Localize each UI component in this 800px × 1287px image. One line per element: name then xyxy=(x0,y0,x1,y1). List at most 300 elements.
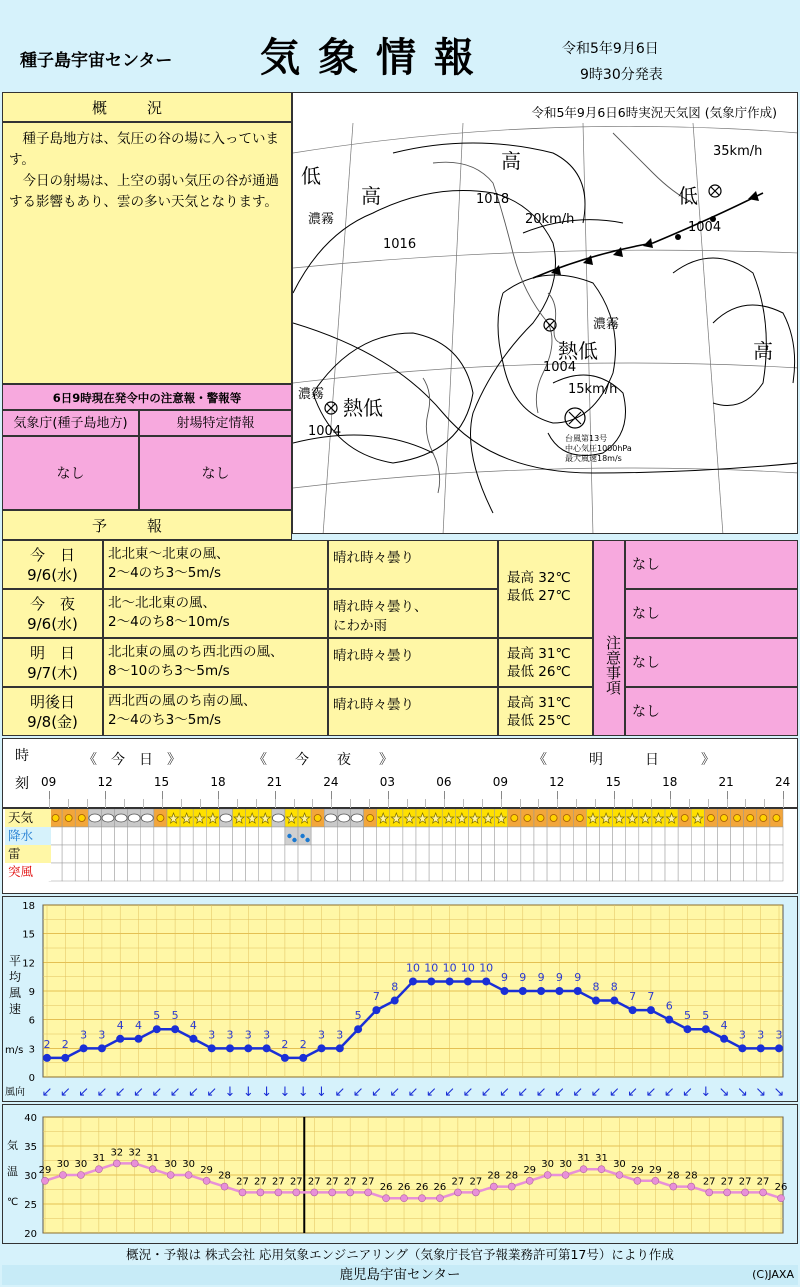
hour-tick-label: 12 xyxy=(549,775,565,789)
timeline-cell xyxy=(691,827,704,845)
hour-tick-label: 06 xyxy=(436,775,452,789)
wind-direction-arrow: ↙ xyxy=(590,1085,602,1100)
timeline-cell xyxy=(259,827,272,845)
forecast-temperature xyxy=(498,687,593,736)
temp-data-label: 27 xyxy=(307,1176,321,1188)
wind-point xyxy=(226,1044,234,1052)
forecast-temp-line: 最高 31℃ xyxy=(507,695,571,711)
temp-data-label: 26 xyxy=(774,1182,788,1194)
timeline-cell xyxy=(62,827,75,845)
wind-point xyxy=(116,1035,124,1043)
wind-direction-arrow: ↙ xyxy=(389,1085,401,1100)
rain-drop-icon xyxy=(292,838,296,842)
temp-point xyxy=(418,1195,425,1202)
timeline-cell xyxy=(442,845,455,863)
forecast-period-name: 今 夜 xyxy=(29,595,75,613)
temp-data-label: 27 xyxy=(738,1176,752,1188)
timeline-cell xyxy=(324,863,337,881)
wind-point xyxy=(299,1054,307,1062)
timeline-cell xyxy=(390,863,403,881)
temp-data-label: 30 xyxy=(164,1159,178,1170)
page-title: 気象情報 xyxy=(260,35,492,81)
hour-minor-tick xyxy=(501,799,502,808)
wind-y-label: 速 xyxy=(9,1002,22,1016)
timeline-cell xyxy=(416,827,429,845)
wind-data-label: 5 xyxy=(702,1009,710,1023)
timeline-cell xyxy=(639,845,652,863)
timeline-cell xyxy=(350,845,363,863)
temp-data-label: 29 xyxy=(200,1164,213,1176)
hour-tick-label: 21 xyxy=(718,775,734,789)
timeline-cell xyxy=(246,827,259,845)
timeline-cell xyxy=(141,827,154,845)
timeline-cell xyxy=(717,845,730,863)
temp-data-label: 32 xyxy=(128,1147,142,1159)
wind-data-label: 3 xyxy=(775,1028,783,1042)
wind-data-label: 7 xyxy=(372,990,380,1004)
forecast-wind-line: 北北東の風のち西北西の風、 xyxy=(108,644,284,660)
timeline-cell xyxy=(206,827,219,845)
wind-point xyxy=(482,977,490,985)
launch-warning-value: なし xyxy=(139,436,292,510)
wind-direction-arrow: ↓ xyxy=(316,1085,327,1100)
hour-minor-tick xyxy=(689,799,690,808)
wind-direction-arrow: ↙ xyxy=(334,1085,346,1100)
temp-data-label: 30 xyxy=(559,1159,572,1170)
temp-data-label: 27 xyxy=(289,1176,303,1188)
wind-point xyxy=(610,997,618,1005)
timeline-cell xyxy=(128,827,141,845)
timeline-cell xyxy=(586,827,599,845)
timeline-cell xyxy=(613,827,626,845)
temp-point xyxy=(742,1189,749,1196)
notice-label: 注意事項 xyxy=(593,540,625,736)
sun-icon xyxy=(576,815,583,822)
wind-data-label: 3 xyxy=(208,1028,216,1042)
wind-direction-arrow: ↙ xyxy=(41,1085,53,1100)
timeline-cell xyxy=(613,845,626,863)
wind-data-label: 2 xyxy=(61,1037,69,1051)
timeline-cell xyxy=(482,863,495,881)
timeline-cell xyxy=(75,845,88,863)
timeline-cell xyxy=(508,845,521,863)
wind-data-label: 10 xyxy=(479,961,494,975)
wind-direction-arrow: ↙ xyxy=(169,1085,181,1100)
timeline-cell xyxy=(141,845,154,863)
sun-icon xyxy=(537,815,544,822)
forecast-period-name: 明 日 xyxy=(29,644,75,662)
forecast-temperature xyxy=(498,638,593,687)
map-low-label: 低 xyxy=(678,184,698,208)
wind-data-label: 5 xyxy=(684,1009,691,1023)
timeline-cell xyxy=(128,845,141,863)
timeline-cell xyxy=(482,845,495,863)
temp-data-label: 29 xyxy=(648,1164,662,1176)
time-label: 時 xyxy=(15,748,29,764)
wind-point xyxy=(574,987,582,995)
timeline-header xyxy=(2,738,798,808)
temp-data-label: 26 xyxy=(433,1182,447,1194)
wind-direction-arrow: ↙ xyxy=(407,1085,419,1100)
timeline-cell xyxy=(600,827,613,845)
forecast-temp-line: 最低 26℃ xyxy=(507,664,571,680)
hour-minor-tick xyxy=(369,799,370,808)
temp-point xyxy=(508,1183,515,1190)
temp-point xyxy=(42,1177,49,1184)
wind-point xyxy=(702,1025,710,1033)
wind-data-label: 4 xyxy=(189,1018,197,1032)
sun-icon xyxy=(550,815,557,822)
forecast-wind-line: 8～10のち3～5m/s xyxy=(108,663,230,679)
hour-minor-tick xyxy=(783,799,784,808)
timeline-cell xyxy=(757,845,770,863)
hour-minor-tick xyxy=(407,799,408,808)
timeline-cell xyxy=(403,863,416,881)
wind-direction-arrow: ↓ xyxy=(261,1085,273,1100)
hour-minor-tick xyxy=(68,799,69,808)
timeline-cell xyxy=(167,827,180,845)
hour-minor-tick xyxy=(331,799,332,808)
map-pressure-value: 1004 xyxy=(688,220,722,235)
wind-data-label: 9 xyxy=(555,971,563,984)
wind-data-label: 4 xyxy=(720,1018,728,1032)
wind-point xyxy=(665,1016,673,1024)
map-pressure-value: 1004 xyxy=(308,424,342,439)
timeline-cell xyxy=(639,863,652,881)
temp-point xyxy=(365,1189,372,1196)
timeline-cell xyxy=(337,827,350,845)
temp-data-label: 27 xyxy=(236,1176,249,1188)
hour-minor-tick xyxy=(181,799,182,808)
wind-point xyxy=(720,1035,728,1043)
timeline-cell xyxy=(600,863,613,881)
timeline-cell xyxy=(626,845,639,863)
temp-data-label: 27 xyxy=(271,1176,285,1188)
timeline-cell xyxy=(62,863,75,881)
timeline-cell xyxy=(731,863,744,881)
hour-minor-tick xyxy=(444,799,445,808)
hour-minor-tick xyxy=(520,799,521,808)
temp-point xyxy=(670,1183,677,1190)
hour-tick-label: 12 xyxy=(97,775,113,789)
timeline-cell xyxy=(246,845,259,863)
temp-point xyxy=(436,1195,443,1202)
timeline-cell xyxy=(560,863,573,881)
temp-point xyxy=(113,1160,120,1167)
forecast-wind xyxy=(103,687,328,736)
wind-point xyxy=(43,1054,51,1062)
timeline-cell xyxy=(586,863,599,881)
rain-drop-icon xyxy=(287,834,291,838)
timeline-cell xyxy=(350,827,363,845)
timeline-cell xyxy=(626,863,639,881)
temp-y-tick: 35 xyxy=(24,1142,37,1153)
wind-point xyxy=(263,1044,271,1052)
timeline-cell xyxy=(468,827,481,845)
temp-point xyxy=(580,1166,587,1173)
rain-drop-icon xyxy=(300,834,304,838)
timeline-cell xyxy=(219,827,232,845)
hour-minor-tick xyxy=(595,799,596,808)
temp-point xyxy=(634,1177,641,1184)
wind-data-label: 5 xyxy=(171,1009,179,1023)
wind-point xyxy=(153,1025,161,1033)
wind-data-label: 4 xyxy=(116,1018,124,1032)
wind-direction-arrow: ↙ xyxy=(499,1085,510,1100)
map-pressure-value: 1018 xyxy=(476,192,510,207)
timeline-cell xyxy=(652,845,665,863)
forecast-date: 9/6(水) xyxy=(27,566,78,584)
wind-point xyxy=(757,1044,765,1052)
wind-direction-arrow: ↓ xyxy=(224,1085,236,1100)
forecast-wind-line: 北～北北東の風、 xyxy=(108,595,216,611)
wind-point xyxy=(427,977,435,985)
timeline-cell xyxy=(206,863,219,881)
hour-tick-label: 21 xyxy=(266,775,283,789)
hour-minor-tick xyxy=(312,799,313,808)
sun-icon xyxy=(563,815,570,822)
timeline-cell xyxy=(311,827,324,845)
hour-minor-tick xyxy=(632,799,633,808)
wind-direction-arrow: ↙ xyxy=(645,1085,657,1100)
timeline-cell xyxy=(429,845,442,863)
wind-data-label: 3 xyxy=(336,1028,344,1042)
wind-direction-arrow: ↙ xyxy=(572,1085,584,1100)
sun-icon xyxy=(157,815,164,822)
temp-point xyxy=(59,1172,66,1179)
issue-date: 令和5年9月6日 xyxy=(562,41,659,57)
forecast-temp-line: 最低 25℃ xyxy=(507,713,571,729)
row-label-rain: 降水 xyxy=(5,827,51,845)
wind-y-label: 均 xyxy=(9,970,22,984)
temp-point xyxy=(275,1189,282,1196)
timeline-cell xyxy=(101,827,114,845)
timeline-cell xyxy=(416,863,429,881)
wind-data-label: 5 xyxy=(153,1009,161,1023)
hour-minor-tick xyxy=(614,799,615,808)
hour-minor-tick xyxy=(256,799,257,808)
timeline-cell xyxy=(665,845,678,863)
forecast-date: 9/8(金) xyxy=(27,713,78,731)
sun-icon xyxy=(511,815,518,822)
timeline-cell xyxy=(652,863,665,881)
map-speed-value: 20km/h xyxy=(525,212,575,227)
timeline-cell xyxy=(731,827,744,845)
timeline-cell xyxy=(390,827,403,845)
hour-minor-tick xyxy=(200,799,201,808)
timeline-cell xyxy=(193,863,206,881)
forecast-wind-line: 北北東～北東の風、 xyxy=(108,546,230,562)
map-pressure-value: 1016 xyxy=(383,237,417,252)
temp-data-label: 31 xyxy=(577,1153,590,1165)
forecast-wind-line: 2～4のち3～5m/s xyxy=(108,565,222,581)
temp-point xyxy=(724,1189,731,1196)
hour-tick-label: 09 xyxy=(492,775,508,789)
wind-point xyxy=(738,1044,746,1052)
wind-point xyxy=(391,997,399,1005)
timeline-cell xyxy=(678,845,691,863)
temp-data-label: 30 xyxy=(541,1159,555,1170)
overview-paragraph: 種子島地方は、気圧の谷の場に入っています。 xyxy=(9,131,279,168)
forecast-heading: 予報 xyxy=(2,510,292,540)
temp-data-label: 27 xyxy=(325,1176,339,1188)
timeline-cell xyxy=(233,845,246,863)
timeline-cell xyxy=(193,827,206,845)
temp-data-label: 31 xyxy=(595,1153,608,1165)
map-typhoon-pressure: 中心気圧1000hPa xyxy=(565,444,632,453)
wind-data-label: 10 xyxy=(406,961,420,975)
hour-tick-label: 24 xyxy=(323,775,339,789)
wind-point xyxy=(647,1006,655,1014)
temp-point xyxy=(616,1172,623,1179)
hour-minor-tick xyxy=(727,799,728,808)
weather-map-drawing xyxy=(293,93,798,534)
wind-data-label: 3 xyxy=(226,1028,234,1042)
row-label-thunder: 雷 xyxy=(5,845,51,863)
jma-warning-label: 気象庁(種子島地方) xyxy=(2,410,139,436)
hour-minor-tick xyxy=(350,799,351,808)
hour-minor-tick xyxy=(538,799,539,808)
wind-direction-arrow: ↘ xyxy=(718,1085,730,1100)
timeline-cell xyxy=(219,863,232,881)
forecast-weather-line: にわか雨 xyxy=(333,618,387,634)
temp-data-label: 28 xyxy=(487,1170,501,1182)
forecast-wind-line: 西北西の風のち南の風、 xyxy=(108,693,257,709)
temp-data-label: 26 xyxy=(379,1182,393,1194)
hour-minor-tick xyxy=(218,799,219,808)
sun-icon xyxy=(747,815,754,822)
issue-time: 9時30分発表 xyxy=(580,67,663,83)
cloud-icon xyxy=(220,814,232,822)
wind-direction-arrow: ↙ xyxy=(370,1085,382,1100)
warnings-heading: 6日9時現在発令中の注意報・警報等 xyxy=(2,384,292,410)
timeline-cell xyxy=(285,863,298,881)
forecast-period xyxy=(2,540,103,589)
sun-icon xyxy=(65,815,72,822)
temp-y-tick: 25 xyxy=(24,1200,37,1211)
row-label-weather: 天気 xyxy=(5,809,51,827)
timeline-cell xyxy=(180,827,193,845)
timeline-cell xyxy=(495,845,508,863)
temp-point xyxy=(185,1172,192,1179)
wind-direction-arrow: ↓ xyxy=(700,1085,712,1100)
wind-direction-arrow: ↙ xyxy=(114,1085,126,1100)
forecast-weather xyxy=(328,638,498,687)
timeline-cell xyxy=(364,827,377,845)
wind-data-label: 7 xyxy=(647,990,655,1004)
timeline-cell xyxy=(757,827,770,845)
timeline-cell xyxy=(652,827,665,845)
wind-data-label: 8 xyxy=(391,980,399,994)
overview-heading: 概況 xyxy=(2,92,292,122)
hour-tick-label: 15 xyxy=(605,775,621,789)
wind-point xyxy=(336,1044,344,1052)
timeline-cell xyxy=(390,845,403,863)
wind-direction-arrow: ↙ xyxy=(444,1085,456,1100)
hour-minor-tick xyxy=(143,799,144,808)
temp-point xyxy=(383,1195,390,1202)
wind-data-label: 8 xyxy=(610,980,618,994)
timeline-cell xyxy=(678,863,691,881)
sun-icon xyxy=(367,815,374,822)
hour-minor-tick xyxy=(162,799,163,808)
wind-data-label: 3 xyxy=(244,1028,252,1042)
timeline-cell xyxy=(377,827,390,845)
timeline-cell xyxy=(75,827,88,845)
wind-direction-arrow: ↘ xyxy=(755,1085,767,1100)
wind-direction-arrow: ↙ xyxy=(682,1085,693,1100)
wind-data-label: 6 xyxy=(665,999,673,1013)
forecast-temp-line: 最低 27℃ xyxy=(507,588,571,604)
wind-direction-arrow: ↙ xyxy=(187,1085,199,1100)
hour-tick-label: 03 xyxy=(379,775,396,789)
timeline-cell xyxy=(704,827,717,845)
overview-paragraph: 今日の射場は、上空の弱い気圧の谷が通過する影響もあり、雲の多い天気となります。 xyxy=(9,173,279,210)
temp-data-label: 32 xyxy=(110,1147,124,1159)
temp-point xyxy=(706,1189,713,1196)
temp-data-label: 30 xyxy=(613,1159,626,1170)
timeline-cell xyxy=(495,827,508,845)
timeline-cell xyxy=(717,827,730,845)
forecast-wind-line: 2～4のち3～5m/s xyxy=(108,712,222,728)
timeline-cell xyxy=(154,845,167,863)
wind-direction-arrow: ↙ xyxy=(663,1085,675,1100)
temperature-chart-drawing xyxy=(3,1105,799,1245)
wind-point xyxy=(446,977,454,985)
wind-y-label: 風 xyxy=(9,986,22,1000)
temp-data-label: 30 xyxy=(56,1159,70,1170)
hour-minor-tick xyxy=(463,799,464,808)
weather-map-caption: 令和5年9月6日6時実況天気図 (気象庁作成) xyxy=(531,105,777,120)
temp-point xyxy=(544,1172,551,1179)
timeline-cell xyxy=(521,827,534,845)
temp-data-label: 28 xyxy=(666,1170,680,1182)
timeline-cell xyxy=(482,827,495,845)
timeline-cell xyxy=(337,845,350,863)
timeline-cell xyxy=(115,845,128,863)
temp-point xyxy=(221,1183,228,1190)
hour-minor-tick xyxy=(576,799,577,808)
hour-minor-tick xyxy=(708,799,709,808)
temp-data-label: 28 xyxy=(505,1170,519,1182)
timeline-cell xyxy=(717,863,730,881)
timeline-cell xyxy=(180,863,193,881)
temp-data-label: 27 xyxy=(254,1176,267,1188)
timeline-cell xyxy=(455,827,468,845)
row-label-gust: 突風 xyxy=(5,863,51,881)
cloud-icon xyxy=(338,814,350,822)
timeline-cell xyxy=(429,863,442,881)
temp-data-label: 29 xyxy=(38,1164,52,1176)
hour-minor-tick xyxy=(49,799,50,808)
wind-direction-arrow: ↘ xyxy=(773,1085,785,1100)
forecast-weather xyxy=(328,540,498,589)
wind-direction-arrow: ↙ xyxy=(627,1085,639,1100)
wind-point xyxy=(208,1044,216,1052)
temp-point xyxy=(688,1183,695,1190)
sun-icon xyxy=(734,815,741,822)
timeline-cell xyxy=(534,827,547,845)
wind-point xyxy=(318,1044,326,1052)
timeline-cell xyxy=(521,845,534,863)
timeline-cell xyxy=(665,863,678,881)
wind-direction-arrow: ↓ xyxy=(279,1085,291,1100)
wind-point xyxy=(244,1044,252,1052)
sun-icon xyxy=(721,815,728,822)
wind-point xyxy=(592,997,600,1005)
wind-point xyxy=(409,977,417,985)
timeline-cell xyxy=(744,827,757,845)
